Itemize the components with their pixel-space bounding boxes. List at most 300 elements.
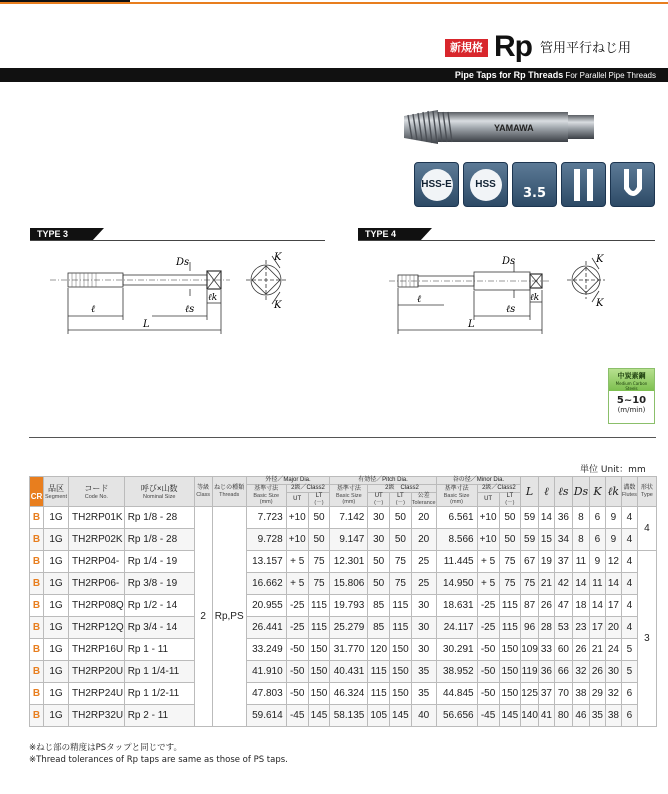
cell-l: 41 bbox=[538, 705, 554, 727]
cell-min: 14.950 bbox=[436, 573, 477, 595]
col-minor-class2: 2級／Class2 bbox=[477, 485, 521, 493]
cell-plt: 115 bbox=[390, 617, 412, 639]
col-class: 等級 Class bbox=[194, 477, 212, 507]
cell-min: 56.656 bbox=[436, 705, 477, 727]
cell-code: TH2RP12Q bbox=[69, 617, 125, 639]
cell-ls: 66 bbox=[554, 661, 572, 683]
col-minor-ut: UT bbox=[477, 493, 499, 507]
cell-lk: 20 bbox=[605, 617, 621, 639]
cell-k: 21 bbox=[589, 639, 605, 661]
chamfer-3-5-icon: 3.5 bbox=[512, 162, 557, 207]
cell-plt: 150 bbox=[390, 683, 412, 705]
spec-table-body bbox=[30, 507, 657, 727]
cell-put: 85 bbox=[368, 595, 390, 617]
col-pitch-basic: 基準寸法 Basic Size (mm) bbox=[330, 485, 368, 507]
svg-text:ℓ: ℓ bbox=[417, 294, 422, 305]
col-type: 形状 Type bbox=[637, 477, 656, 507]
hss-icon: HSS bbox=[463, 162, 508, 207]
svg-text:Ds: Ds bbox=[176, 257, 190, 268]
cell-fl: 4 bbox=[621, 595, 637, 617]
cell-code: TH2RP04- bbox=[69, 551, 125, 573]
cell-nlt: 115 bbox=[499, 595, 521, 617]
cell-threads: Rp,PS bbox=[212, 507, 246, 727]
cell-l: 15 bbox=[538, 529, 554, 551]
cell-code: TH2RP20U bbox=[69, 661, 125, 683]
cell-maj: 47.803 bbox=[246, 683, 286, 705]
cell-put: 115 bbox=[368, 683, 390, 705]
cell-nlt: 115 bbox=[499, 617, 521, 639]
cell-L: 67 bbox=[521, 551, 539, 573]
cell-ls: 80 bbox=[554, 705, 572, 727]
footnote-jp: ※ねじ部の精度はPSタップと同じです。 bbox=[29, 743, 182, 753]
cell-nlt: 150 bbox=[499, 661, 521, 683]
cell-ds: 8 bbox=[572, 529, 589, 551]
cell-min: 44.845 bbox=[436, 683, 477, 705]
cell-ds: 18 bbox=[572, 595, 589, 617]
svg-text:Ds: Ds bbox=[502, 256, 516, 267]
cell-cr: B bbox=[30, 661, 44, 683]
cell-nlt: 75 bbox=[499, 551, 521, 573]
cell-mlt: 150 bbox=[308, 661, 330, 683]
cell-cr: B bbox=[30, 595, 44, 617]
cell-mut: + 5 bbox=[286, 551, 308, 573]
footnotes bbox=[29, 742, 288, 766]
col-major-basic: 基準寸法 Basic Size (mm) bbox=[246, 485, 286, 507]
cell-lk: 38 bbox=[605, 705, 621, 727]
cell-code: TH2RP16U bbox=[69, 639, 125, 661]
col-pitch-ut: UT (－) bbox=[368, 493, 390, 507]
table-row bbox=[30, 661, 657, 683]
speed-value: 5~10 bbox=[616, 395, 647, 406]
brand-text: YAMAWA bbox=[494, 123, 534, 133]
cell-seg: 1G bbox=[44, 705, 69, 727]
table-header-row-1 bbox=[30, 477, 657, 485]
cell-maj: 26.441 bbox=[246, 617, 286, 639]
cell-lk: 30 bbox=[605, 661, 621, 683]
unit-label: 単位 Unit：mm bbox=[580, 465, 646, 475]
table-row bbox=[30, 573, 657, 595]
cell-pit: 9.147 bbox=[330, 529, 368, 551]
svg-text:ℓ: ℓ bbox=[91, 304, 96, 315]
cell-plt: 50 bbox=[390, 507, 412, 529]
col-minor-basic: 基準寸法 Basic Size (mm) bbox=[436, 485, 477, 507]
cell-ds: 32 bbox=[572, 661, 589, 683]
cell-lk: 32 bbox=[605, 683, 621, 705]
svg-text:K: K bbox=[274, 300, 282, 311]
cell-code: TH2RP01K bbox=[69, 507, 125, 529]
cell-pit: 46.324 bbox=[330, 683, 368, 705]
svg-text:K: K bbox=[274, 252, 282, 263]
cell-plt: 50 bbox=[390, 529, 412, 551]
cell-fl: 4 bbox=[621, 573, 637, 595]
cell-pit: 40.431 bbox=[330, 661, 368, 683]
col-lk: ℓk bbox=[605, 477, 621, 507]
cell-min: 11.445 bbox=[436, 551, 477, 573]
cell-ptol: 30 bbox=[411, 639, 436, 661]
col-cr: CR bbox=[30, 477, 44, 507]
cell-cr: B bbox=[30, 573, 44, 595]
cell-seg: 1G bbox=[44, 639, 69, 661]
cell-l: 19 bbox=[538, 551, 554, 573]
cell-ptol: 30 bbox=[411, 617, 436, 639]
cell-seg: 1G bbox=[44, 573, 69, 595]
cell-maj: 59.614 bbox=[246, 705, 286, 727]
point-icon bbox=[610, 162, 655, 207]
cell-ls: 37 bbox=[554, 551, 572, 573]
col-major-class2: 2級／Class2 bbox=[286, 485, 330, 493]
cell-nlt: 145 bbox=[499, 705, 521, 727]
col-l: ℓ bbox=[538, 477, 554, 507]
cell-nut: -50 bbox=[477, 661, 499, 683]
cell-k: 17 bbox=[589, 617, 605, 639]
cell-seg: 1G bbox=[44, 507, 69, 529]
cell-plt: 115 bbox=[390, 595, 412, 617]
cell-ds: 8 bbox=[572, 507, 589, 529]
cell-L: 109 bbox=[521, 639, 539, 661]
cell-seg: 1G bbox=[44, 551, 69, 573]
cell-l: 21 bbox=[538, 573, 554, 595]
cell-ds: 14 bbox=[572, 573, 589, 595]
table-row bbox=[30, 551, 657, 573]
cell-nut: -50 bbox=[477, 683, 499, 705]
cell-nut: + 5 bbox=[477, 573, 499, 595]
speed-material-en: Medium Carbon Steels bbox=[615, 381, 648, 391]
cell-put: 30 bbox=[368, 529, 390, 551]
col-pitch-class2: 2級 Class2 bbox=[368, 485, 436, 493]
cell-put: 120 bbox=[368, 639, 390, 661]
cell-pit: 15.806 bbox=[330, 573, 368, 595]
cell-nlt: 75 bbox=[499, 573, 521, 595]
straight-flute-icon bbox=[561, 162, 606, 207]
cell-seg: 1G bbox=[44, 595, 69, 617]
cell-pit: 31.770 bbox=[330, 639, 368, 661]
type3-diagram bbox=[40, 248, 340, 338]
col-pitch-tol: 公差 Tolerance bbox=[411, 493, 436, 506]
col-size: 呼び×山数 Nominal Size bbox=[124, 477, 194, 507]
col-minor: 谷の径／Minor Dia. bbox=[436, 477, 521, 485]
cell-class: 2 bbox=[194, 507, 212, 727]
cell-plt: 75 bbox=[390, 551, 412, 573]
page-title bbox=[445, 30, 632, 63]
cell-k: 6 bbox=[589, 529, 605, 551]
svg-text:L: L bbox=[468, 319, 475, 330]
feature-icons bbox=[414, 162, 655, 207]
cell-pit: 25.279 bbox=[330, 617, 368, 639]
cell-cr: B bbox=[30, 551, 44, 573]
cell-ptol: 40 bbox=[411, 705, 436, 727]
cell-k: 29 bbox=[589, 683, 605, 705]
cell-size: Rp 1/2 - 14 bbox=[124, 595, 194, 617]
cell-code: TH2RP32U bbox=[69, 705, 125, 727]
table-row bbox=[30, 705, 657, 727]
cell-k: 11 bbox=[589, 573, 605, 595]
cell-ds: 38 bbox=[572, 683, 589, 705]
cell-cr: B bbox=[30, 507, 44, 529]
cell-size: Rp 3/8 - 19 bbox=[124, 573, 194, 595]
cell-plt: 150 bbox=[390, 639, 412, 661]
cell-fl: 6 bbox=[621, 705, 637, 727]
cell-mlt: 150 bbox=[308, 639, 330, 661]
cell-mut: -50 bbox=[286, 661, 308, 683]
cell-min: 30.291 bbox=[436, 639, 477, 661]
cell-pit: 19.793 bbox=[330, 595, 368, 617]
cell-L: 87 bbox=[521, 595, 539, 617]
type4-rule bbox=[358, 240, 655, 241]
cell-fl: 6 bbox=[621, 683, 637, 705]
svg-text:ℓk: ℓk bbox=[530, 293, 540, 303]
cell-l: 14 bbox=[538, 507, 554, 529]
type3-rule bbox=[30, 240, 325, 241]
cell-min: 18.631 bbox=[436, 595, 477, 617]
cell-maj: 33.249 bbox=[246, 639, 286, 661]
cell-ls: 47 bbox=[554, 595, 572, 617]
cell-lk: 24 bbox=[605, 639, 621, 661]
cell-min: 24.117 bbox=[436, 617, 477, 639]
cell-nut: -25 bbox=[477, 617, 499, 639]
cell-maj: 9.728 bbox=[246, 529, 286, 551]
cell-ptol: 30 bbox=[411, 595, 436, 617]
section-bar bbox=[0, 68, 668, 82]
cell-L: 140 bbox=[521, 705, 539, 727]
tap-product-image bbox=[398, 104, 598, 150]
cell-put: 50 bbox=[368, 551, 390, 573]
cell-L: 59 bbox=[521, 507, 539, 529]
col-k: K bbox=[589, 477, 605, 507]
table-row bbox=[30, 595, 657, 617]
cell-L: 59 bbox=[521, 529, 539, 551]
cell-nut: + 5 bbox=[477, 551, 499, 573]
cell-cr: B bbox=[30, 639, 44, 661]
cell-lk: 9 bbox=[605, 529, 621, 551]
cell-L: 125 bbox=[521, 683, 539, 705]
col-L: L bbox=[521, 477, 539, 507]
cell-ls: 42 bbox=[554, 573, 572, 595]
cell-put: 30 bbox=[368, 507, 390, 529]
cell-ds: 11 bbox=[572, 551, 589, 573]
cell-pit: 58.135 bbox=[330, 705, 368, 727]
cell-fl: 4 bbox=[621, 507, 637, 529]
svg-text:K: K bbox=[596, 298, 604, 309]
cell-fl: 5 bbox=[621, 661, 637, 683]
col-ls: ℓs bbox=[554, 477, 572, 507]
type4-diagram bbox=[384, 250, 624, 340]
cell-size: Rp 1 1/2-11 bbox=[124, 683, 194, 705]
cell-maj: 13.157 bbox=[246, 551, 286, 573]
cell-cr: B bbox=[30, 617, 44, 639]
cell-nut: -50 bbox=[477, 639, 499, 661]
cell-ls: 34 bbox=[554, 529, 572, 551]
cell-mut: +10 bbox=[286, 529, 308, 551]
cell-mlt: 145 bbox=[308, 705, 330, 727]
cell-l: 36 bbox=[538, 661, 554, 683]
cell-cr: B bbox=[30, 683, 44, 705]
cell-ds: 23 bbox=[572, 617, 589, 639]
cell-mut: -50 bbox=[286, 683, 308, 705]
cell-k: 26 bbox=[589, 661, 605, 683]
svg-text:ℓs: ℓs bbox=[185, 304, 195, 315]
table-row bbox=[30, 683, 657, 705]
cell-ptol: 25 bbox=[411, 551, 436, 573]
cell-nlt: 150 bbox=[499, 639, 521, 661]
cell-code: TH2RP06- bbox=[69, 573, 125, 595]
cell-fl: 4 bbox=[621, 551, 637, 573]
cell-mut: + 5 bbox=[286, 573, 308, 595]
cell-plt: 150 bbox=[390, 661, 412, 683]
cell-pit: 7.142 bbox=[330, 507, 368, 529]
cell-min: 6.561 bbox=[436, 507, 477, 529]
cell-mlt: 115 bbox=[308, 595, 330, 617]
cell-lk: 9 bbox=[605, 507, 621, 529]
cell-size: Rp 3/4 - 14 bbox=[124, 617, 194, 639]
col-pitch-lt: LT (－) bbox=[390, 493, 412, 507]
svg-text:L: L bbox=[143, 319, 150, 330]
col-minor-lt: LT (－) bbox=[499, 493, 521, 507]
cell-put: 105 bbox=[368, 705, 390, 727]
cell-nlt: 50 bbox=[499, 529, 521, 551]
cell-code: TH2RP24U bbox=[69, 683, 125, 705]
col-major-ut: UT bbox=[286, 493, 308, 507]
cell-size: Rp 1/8 - 28 bbox=[124, 507, 194, 529]
cell-seg: 1G bbox=[44, 529, 69, 551]
cell-lk: 17 bbox=[605, 595, 621, 617]
cell-k: 6 bbox=[589, 507, 605, 529]
cell-mut: -50 bbox=[286, 639, 308, 661]
cell-min: 8.566 bbox=[436, 529, 477, 551]
footnote-en: ※Thread tolerances of Rp taps are same as those of PS taps. bbox=[29, 755, 288, 765]
cell-ls: 53 bbox=[554, 617, 572, 639]
cell-ptol: 25 bbox=[411, 573, 436, 595]
cell-mut: +10 bbox=[286, 507, 308, 529]
col-flutes: 溝数 Flutes bbox=[621, 477, 637, 507]
cell-type-group-a: 4 bbox=[637, 507, 656, 551]
cell-L: 96 bbox=[521, 617, 539, 639]
col-code: コード Code No. bbox=[69, 477, 125, 507]
top-accent-line bbox=[0, 0, 668, 6]
cell-fl: 5 bbox=[621, 639, 637, 661]
cell-mlt: 75 bbox=[308, 551, 330, 573]
cell-maj: 7.723 bbox=[246, 507, 286, 529]
cell-mut: -45 bbox=[286, 705, 308, 727]
title-rp: Rp bbox=[494, 30, 532, 63]
cell-lk: 12 bbox=[605, 551, 621, 573]
cell-plt: 145 bbox=[390, 705, 412, 727]
col-segment: 品区 Segment bbox=[44, 477, 69, 507]
table-row bbox=[30, 529, 657, 551]
cell-mlt: 115 bbox=[308, 617, 330, 639]
cell-size: Rp 1 - 11 bbox=[124, 639, 194, 661]
cell-size: Rp 1/8 - 28 bbox=[124, 529, 194, 551]
cell-ds: 46 bbox=[572, 705, 589, 727]
cell-ptol: 20 bbox=[411, 529, 436, 551]
speed-material-jp: 中炭素鋼 bbox=[617, 372, 646, 380]
cell-mut: -25 bbox=[286, 595, 308, 617]
cell-nut: -25 bbox=[477, 595, 499, 617]
cell-l: 37 bbox=[538, 683, 554, 705]
cell-type-group-b: 3 bbox=[637, 551, 656, 727]
type3-label: TYPE 3 bbox=[30, 228, 92, 241]
cell-mlt: 75 bbox=[308, 573, 330, 595]
cell-k: 9 bbox=[589, 551, 605, 573]
speed-unit: (m/min) bbox=[617, 406, 646, 414]
cell-seg: 1G bbox=[44, 661, 69, 683]
cell-k: 35 bbox=[589, 705, 605, 727]
cell-nut: -45 bbox=[477, 705, 499, 727]
cell-code: TH2RP02K bbox=[69, 529, 125, 551]
cell-size: Rp 1/4 - 19 bbox=[124, 551, 194, 573]
cell-cr: B bbox=[30, 529, 44, 551]
cell-L: 119 bbox=[521, 661, 539, 683]
cell-ls: 60 bbox=[554, 639, 572, 661]
cell-k: 14 bbox=[589, 595, 605, 617]
cell-code: TH2RP08Q bbox=[69, 595, 125, 617]
bar-subtitle: For Parallel Pipe Threads bbox=[563, 71, 656, 80]
cell-pit: 12.301 bbox=[330, 551, 368, 573]
cell-nut: +10 bbox=[477, 507, 499, 529]
cutting-speed-box bbox=[608, 368, 655, 424]
cell-ls: 36 bbox=[554, 507, 572, 529]
cell-ds: 26 bbox=[572, 639, 589, 661]
cell-l: 26 bbox=[538, 595, 554, 617]
cell-mlt: 50 bbox=[308, 507, 330, 529]
cell-nlt: 150 bbox=[499, 683, 521, 705]
col-major: 外径／Major Dia. bbox=[246, 477, 330, 485]
table-row bbox=[30, 507, 657, 529]
cell-plt: 75 bbox=[390, 573, 412, 595]
cell-ptol: 35 bbox=[411, 683, 436, 705]
cell-nut: +10 bbox=[477, 529, 499, 551]
cell-put: 85 bbox=[368, 617, 390, 639]
svg-text:K: K bbox=[596, 254, 604, 265]
title-jp: 管用平行ねじ用 bbox=[540, 41, 632, 56]
cell-maj: 16.662 bbox=[246, 573, 286, 595]
cell-seg: 1G bbox=[44, 617, 69, 639]
cell-lk: 14 bbox=[605, 573, 621, 595]
cell-mut: -25 bbox=[286, 617, 308, 639]
cell-size: Rp 2 - 11 bbox=[124, 705, 194, 727]
svg-text:ℓk: ℓk bbox=[208, 293, 218, 303]
cell-maj: 41.910 bbox=[246, 661, 286, 683]
cell-nlt: 50 bbox=[499, 507, 521, 529]
section-divider bbox=[29, 437, 656, 438]
bar-title: Pipe Taps for Rp Threads bbox=[454, 70, 564, 80]
cell-l: 28 bbox=[538, 617, 554, 639]
spec-table bbox=[29, 476, 657, 727]
cell-size: Rp 1 1/4-11 bbox=[124, 661, 194, 683]
hss-e-icon: HSS-E bbox=[414, 162, 459, 207]
cell-mlt: 50 bbox=[308, 529, 330, 551]
col-pitch: 有効径／Pitch Dia. bbox=[330, 477, 436, 485]
cell-ptol: 35 bbox=[411, 661, 436, 683]
cell-mlt: 150 bbox=[308, 683, 330, 705]
cell-maj: 20.955 bbox=[246, 595, 286, 617]
cell-l: 33 bbox=[538, 639, 554, 661]
cell-ptol: 20 bbox=[411, 507, 436, 529]
new-standard-badge: 新規格 bbox=[445, 39, 488, 57]
cell-cr: B bbox=[30, 705, 44, 727]
table-row bbox=[30, 617, 657, 639]
table-row bbox=[30, 639, 657, 661]
cell-put: 50 bbox=[368, 573, 390, 595]
cell-fl: 4 bbox=[621, 617, 637, 639]
cell-L: 75 bbox=[521, 573, 539, 595]
cell-put: 115 bbox=[368, 661, 390, 683]
col-threads: ねじの種類 Threads bbox=[212, 477, 246, 507]
col-ds: Ds bbox=[572, 477, 589, 507]
svg-text:ℓs: ℓs bbox=[506, 304, 516, 315]
col-major-lt: LT (－) bbox=[308, 493, 330, 507]
type4-label: TYPE 4 bbox=[358, 228, 420, 241]
cell-seg: 1G bbox=[44, 683, 69, 705]
